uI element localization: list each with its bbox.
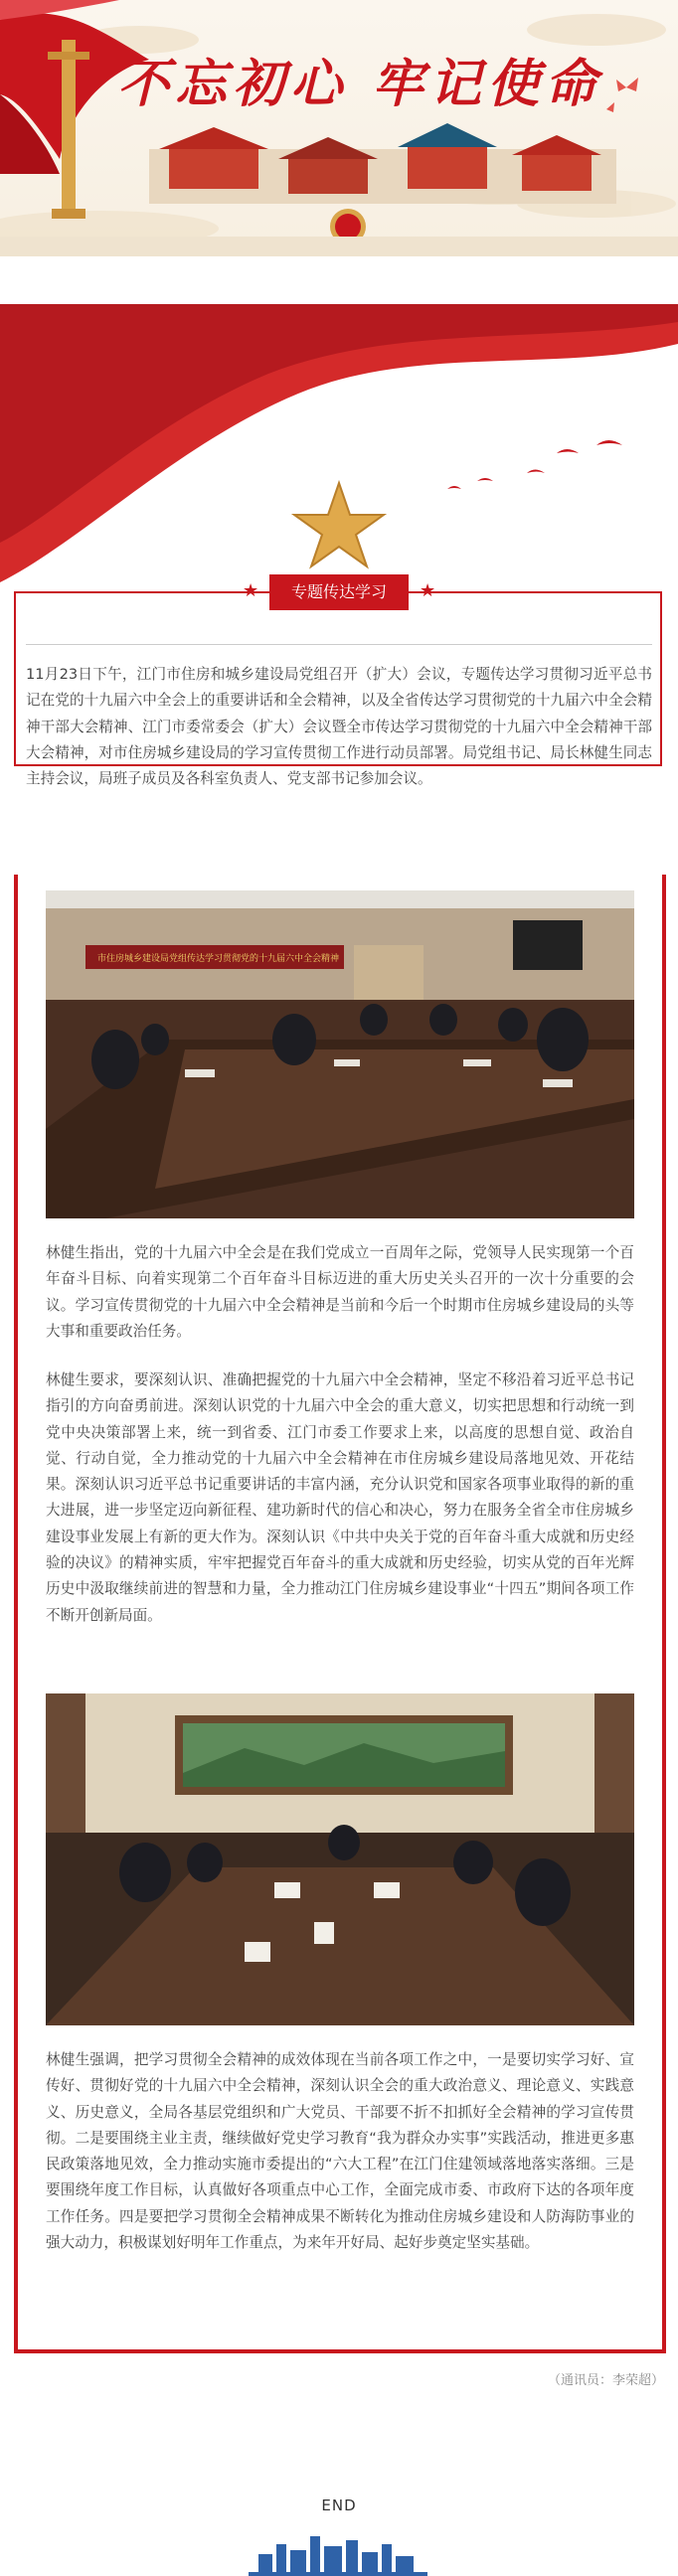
body-paragraph-3: 林健生强调，把学习贯彻全会精神的成效体现在当前各项工作之中，一是要切实学习好、宣传好、贯彻好党的十九届六中全会精神，深刻认识全会的重大政治意义、理论意义、实践意义、历史意义，全局各基层党组织和广大党员、干部要不折不扣抓好全会精神的学习宣传贯彻。二是要围绕主业主责，继续做好党史学习教育“我为群众办实事”实践活动，推进更多惠民政策落地见效，全力推动实施市委提出的“六大工程”在江门住建领域落地落实落细。三是要围绕年度工作目标，认真做好各项重点中心工作，全面完成市委、市政府下达的各项年度工作任务。四是要把学习贯彻全会精神成果不断转化为推动住房城乡建设和人防海防事业的强大动力，积极谋划好明年工作重点，为来年开好局、起好步奠定坚实基础。 bbox=[46, 2051, 634, 2252]
reporter-credit: （通讯员：李荣超） bbox=[547, 2373, 664, 2388]
star-left-icon: ★ bbox=[243, 580, 259, 601]
city-skyline-icon bbox=[249, 2514, 427, 2576]
end-label: END bbox=[321, 2496, 357, 2514]
topic-tag: 专题传达学习 bbox=[269, 574, 409, 610]
header-banner bbox=[0, 0, 678, 256]
meeting-banner-text: 市住房城乡建设局党组传达学习贯彻党的十九届六中全会精神 bbox=[97, 954, 340, 964]
intro-paragraph: 11月23日下午，江门市住房和城乡建设局党组召开（扩大）会议，专题传达学习贯彻习近平总书记在党的十九届六中全会上的重要讲话和全会精神，以及全省传达学习贯彻党的十九届六中全会精神干部大会精神、江门市委常委会（扩大）会议暨全市传达学习贯彻党的十九届六中全会精神干部大会精神，对市住房城乡建设局的学习宣传贯彻工作进行动员部署。局党组书记、局长林健生同志主持会议，局班子成员及各科室负责人、党支部书记参加会议。 bbox=[26, 666, 652, 788]
birds-icon bbox=[447, 440, 622, 489]
topic-divider bbox=[26, 644, 652, 645]
meeting-photo-1 bbox=[46, 890, 634, 1218]
decorative-red-wave bbox=[0, 304, 678, 602]
body-paragraph-2: 林健生要求，要深刻认识、准确把握党的十九届六中全会精神，坚定不移沿着习近平总书记指引的方向奋勇前进。深刻认识党的十九届六中全会的重大意义，切实把思想和行动统一到党中央决策部署上来，统一到省委、江门市委工作要求上来，以高度的思想自觉、政治自觉、行动自觉，全力推动党的十九届六中全会精神在市住房城乡建设局落地见效、开花结果。深刻认识习近平总书记重要讲话的丰富内涵，充分认识党和国家各项事业取得的新的重大进展，进一步坚定迈向新征程、建功新时代的信心和决心，努力在服务全省全市住房城乡建设事业发展上有新的更大作为。深刻认识《中共中央关于党的百年奋斗重大成就和历史经验的决议》的精神实质，牢牢把握党百年奋斗的重大成就和历史经验，切实从党的百年光辉历史中汲取继续前进的智慧和力量，全力推动江门住房城乡建设事业“十四五”期间各项工作不断开创新局面。 bbox=[46, 1371, 634, 1624]
banner-title: 不忘初心 牢记使命 bbox=[117, 54, 603, 114]
banner-illustration bbox=[0, 0, 678, 256]
meeting-photo-1-illustration bbox=[46, 890, 634, 1218]
meeting-photo-2-illustration bbox=[46, 1693, 634, 2025]
body-paragraph-1: 林健生指出，党的十九届六中全会是在我们党成立一百周年之际，党领导人民实现第一个百年奋斗目标、向着实现第二个百年奋斗目标迈进的重大历史关头召开的一次十分重要的会议。学习宣传贯彻党的十九届六中全会精神是当前和今后一个时期市住房城乡建设局的头等大事和重要政治任务。 bbox=[46, 1244, 634, 1340]
star-right-icon: ★ bbox=[420, 580, 436, 601]
gold-star-icon bbox=[294, 483, 384, 566]
meeting-photo-2 bbox=[46, 1693, 634, 2025]
